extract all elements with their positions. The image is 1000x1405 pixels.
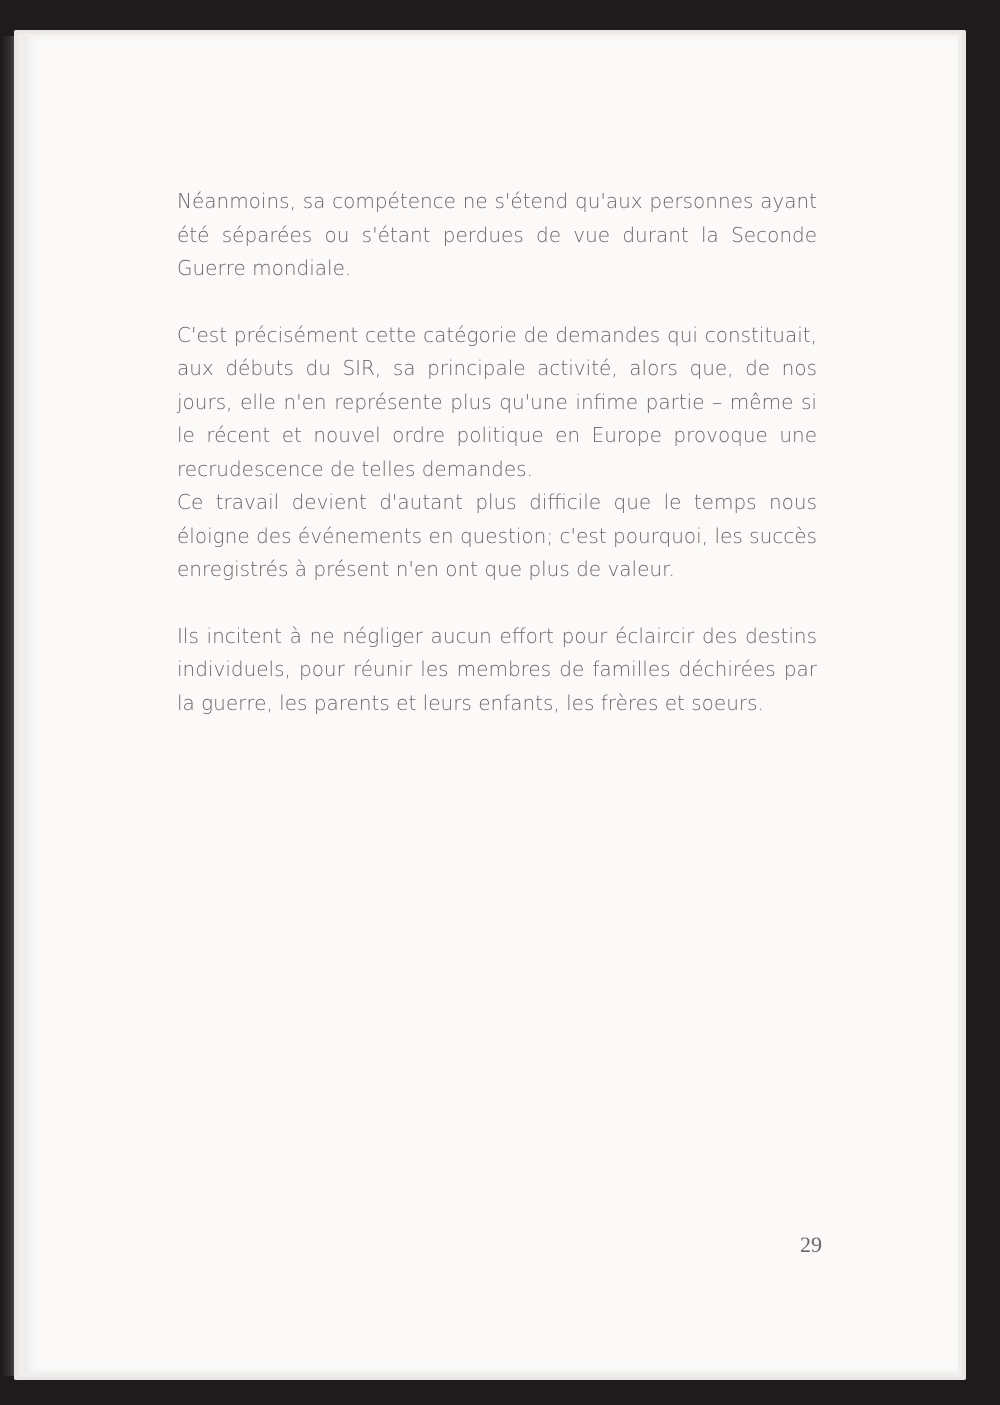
paragraph-4: Ils incitent à ne négliger aucun effort pour éclaircir des destins individuels, pour réunir les membres de familles déchirées par la guerre, les parents et leurs enfants, les frères et soeurs. [177, 623, 817, 715]
body-text [177, 185, 817, 720]
paragraph-2: C'est précisément cette catégorie de demandes qui constituait, aux débuts du SIR, sa principale activité, alors que, de nos jours, elle n'en représente plus qu'une infime partie – même si le récent et nouvel ordre politique en Europe provoque une recrudescence de telles demandes. [177, 322, 817, 481]
paragraph-1: Néanmoins, sa compétence ne s'étend qu'aux personnes ayant été séparées ou s'étant perdues de vue durant la Seconde Guerre mondiale. [177, 189, 817, 280]
paragraph-3: Ce travail devient d'autant plus difficile que le temps nous éloigne des événements en question; c'est pourquoi, les succès enregistrés à présent n'en ont que plus de valeur. [177, 490, 817, 581]
page-number: 29 [800, 1232, 822, 1257]
book-page [24, 35, 958, 1373]
